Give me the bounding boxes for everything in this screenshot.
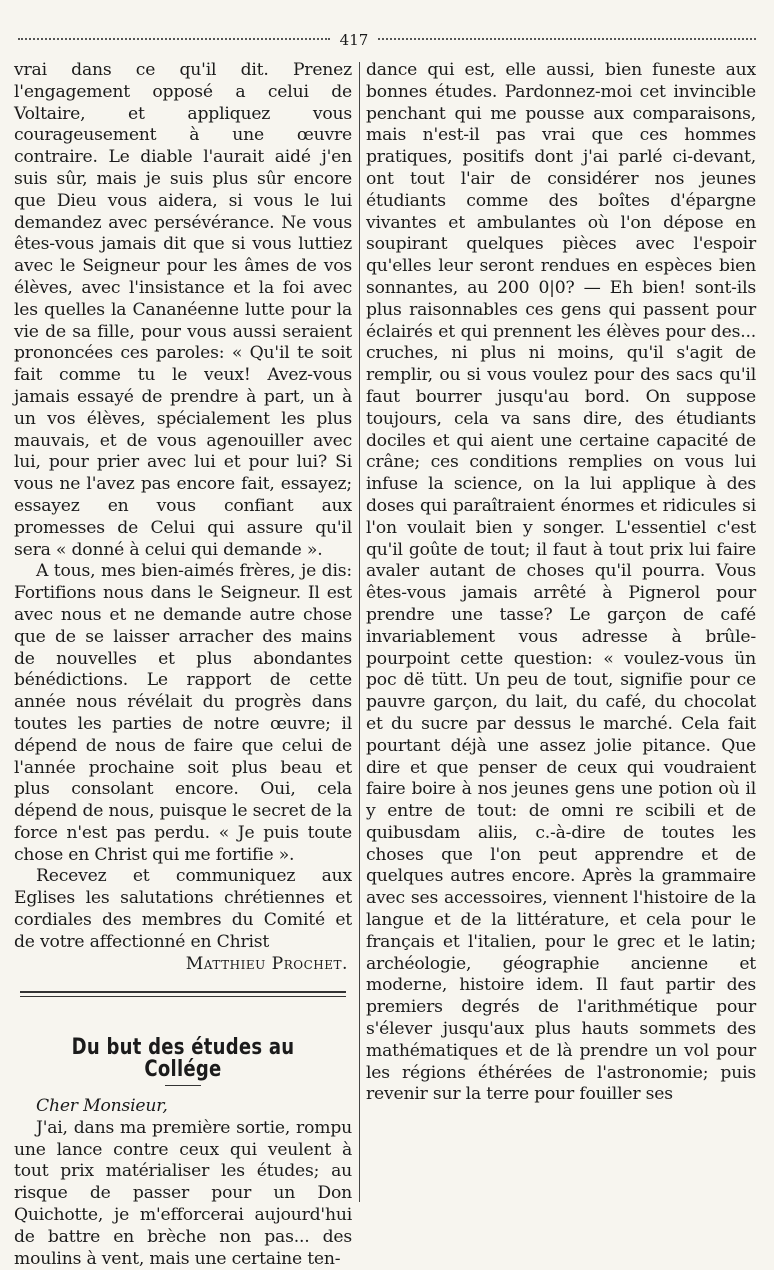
paragraph: vrai dans ce qu'il dit. Prenez l'engagement opposé a celui de Voltaire, et appliquez vous courageusement à une œuvre contraire. Le diable l'aurait aidé j'en suis sûr, mais je suis plus sûr encore que Dieu vous aidera, si vous le lui demandez avec persévérance. Ne vous êtes-vous jamais dit que si vous luttiez avec le Seigneur pour les âmes de vos élèves, avec l'insistance et la foi avec les quelles la Cananéenne lutte pour la vie de sa fille, pour vous aussi seraient prononcées ces paroles: « Qu'il te soit fait comme tu le veux! Avez-vous jamais essayé de prendre à part, un à un vos élèves, spécialement les plus mauvais, et de vous agenouiller avec lui, pour prier avec lui et pour lui? Si vous ne l'avez pas encore fait, essayez; essayez en vous confiant aux promesses de Celui qui assure qu'il sera « donné à celui qui demande ». xyxy=(14,60,352,560)
paragraph: J'ai, dans ma première sortie, rompu une lance contre ceux qui veulent à tout prix matérialiser les études; au risque de passer pour un Don Quichotte, je m'efforcerai aujourd'hui de battre en brèche non pas... des moulins à vent, mais une certaine ten- xyxy=(14,1117,352,1269)
page-header xyxy=(18,30,756,52)
right-column xyxy=(366,60,756,1106)
header-ornament-right xyxy=(378,38,756,46)
title-underline xyxy=(165,1085,201,1086)
header-ornament-left xyxy=(18,38,330,46)
paragraph: dance qui est, elle aussi, bien funeste aux bonnes études. Pardonnez-moi cet invincible penchant qui me pousse aux comparaisons, mais n'est-il pas vrai que ces hommes pratiques, positifs dont j'ai parlé ci-devant, ont tout l'air de considérer nos jeunes étudiants comme des boîtes d'épargne vivantes et ambulantes où l'on dépose en soupirant quelques pièces avec l'espoir qu'elles leur seront rendues en espèces bien sonnantes, au 200 0|0? — Eh bien! sont-ils plus raisonnables ces gens qui passent pour éclairés et qui prennent les élèves pour des... cruches, ni plus ni moins, qu'il s'agit de remplir, ou si vous voulez pour des sacs qu'il faut bourrer jusqu'au bord. On suppose toujours, cela va sans dire, des étudiants dociles et qui aient une certaine capacité de crâne; ces conditions remplies on vous lui infuse la science, on la lui applique à des doses qui paraîtraient énormes et ridicules si l'on voulait bien y songer. L'essentiel c'est qu'il goûte de tout; il faut à tout prix lui faire avaler autant de choses qu'il pourra. Vous êtes-vous jamais arrêté à Pignerol pour prendre une tasse? Le garçon de café invariablement vous adresse à brûle-pourpoint cette question: « voulez-vous ün poc dë tütt. Un peu de tout, signifie pour ce pauvre garçon, du lait, du café, du chocolat et du sucre par dessus le marché. Cela fait pourtant déjà une assez jolie pitance. Que dire et que penser de ceux qui voudraient faire boire à nos jeunes gens une potion où il y entre de tout: de omni re scibili et de quibusdam aliis, c.-à-dire de toutes les choses que l'on peut apprendre et de quelques autres encore. Après la grammaire avec ses accessoires, viennent l'histoire de la langue et de la littérature, et cela pour le français et l'italien, pour le grec et le latin; archéologie, géographie ancienne et moderne, histoire idem. Il faut partir des premiers degrés de l'arithmétique pour s'élever jusqu'aux plus hauts sommets des mathématiques et de là prendre un vol pour les régions éthérées de l'astronomie; puis revenir sur la terre pour fouiller ses xyxy=(366,60,756,1105)
paragraph: A tous, mes bien-aimés frères, je dis: Fortifions nous dans le Seigneur. Il est avec nous et ne demande autre chose que de se laisser arracher des mains de nouvelles et plus abondantes bénédictions. Le rapport de cette année nous révélait du progrès dans toutes les parties de notre œuvre; il dépend de nous de faire que celui de l'année prochaine soit plus beau et plus consolant encore. Oui, cela dépend de nous, puisque le secret de la force n'est pas perdu. « Je puis toute chose en Christ qui me fortifie ». xyxy=(14,561,352,865)
salutation: Cher Monsieur, xyxy=(36,1096,168,1117)
column-divider xyxy=(359,62,360,1202)
page-number: 417 xyxy=(339,31,369,49)
paragraph: Recevez et communiquez aux Eglises les salutations chrétiennes et cordiales des membres du Comité et de votre affectionné en Christ xyxy=(14,866,352,952)
section-title: Du but des études au Collége xyxy=(71,1035,295,1083)
left-column xyxy=(14,60,352,1270)
section-divider xyxy=(20,991,346,997)
signature: Matthieu Prochet. xyxy=(185,953,348,974)
